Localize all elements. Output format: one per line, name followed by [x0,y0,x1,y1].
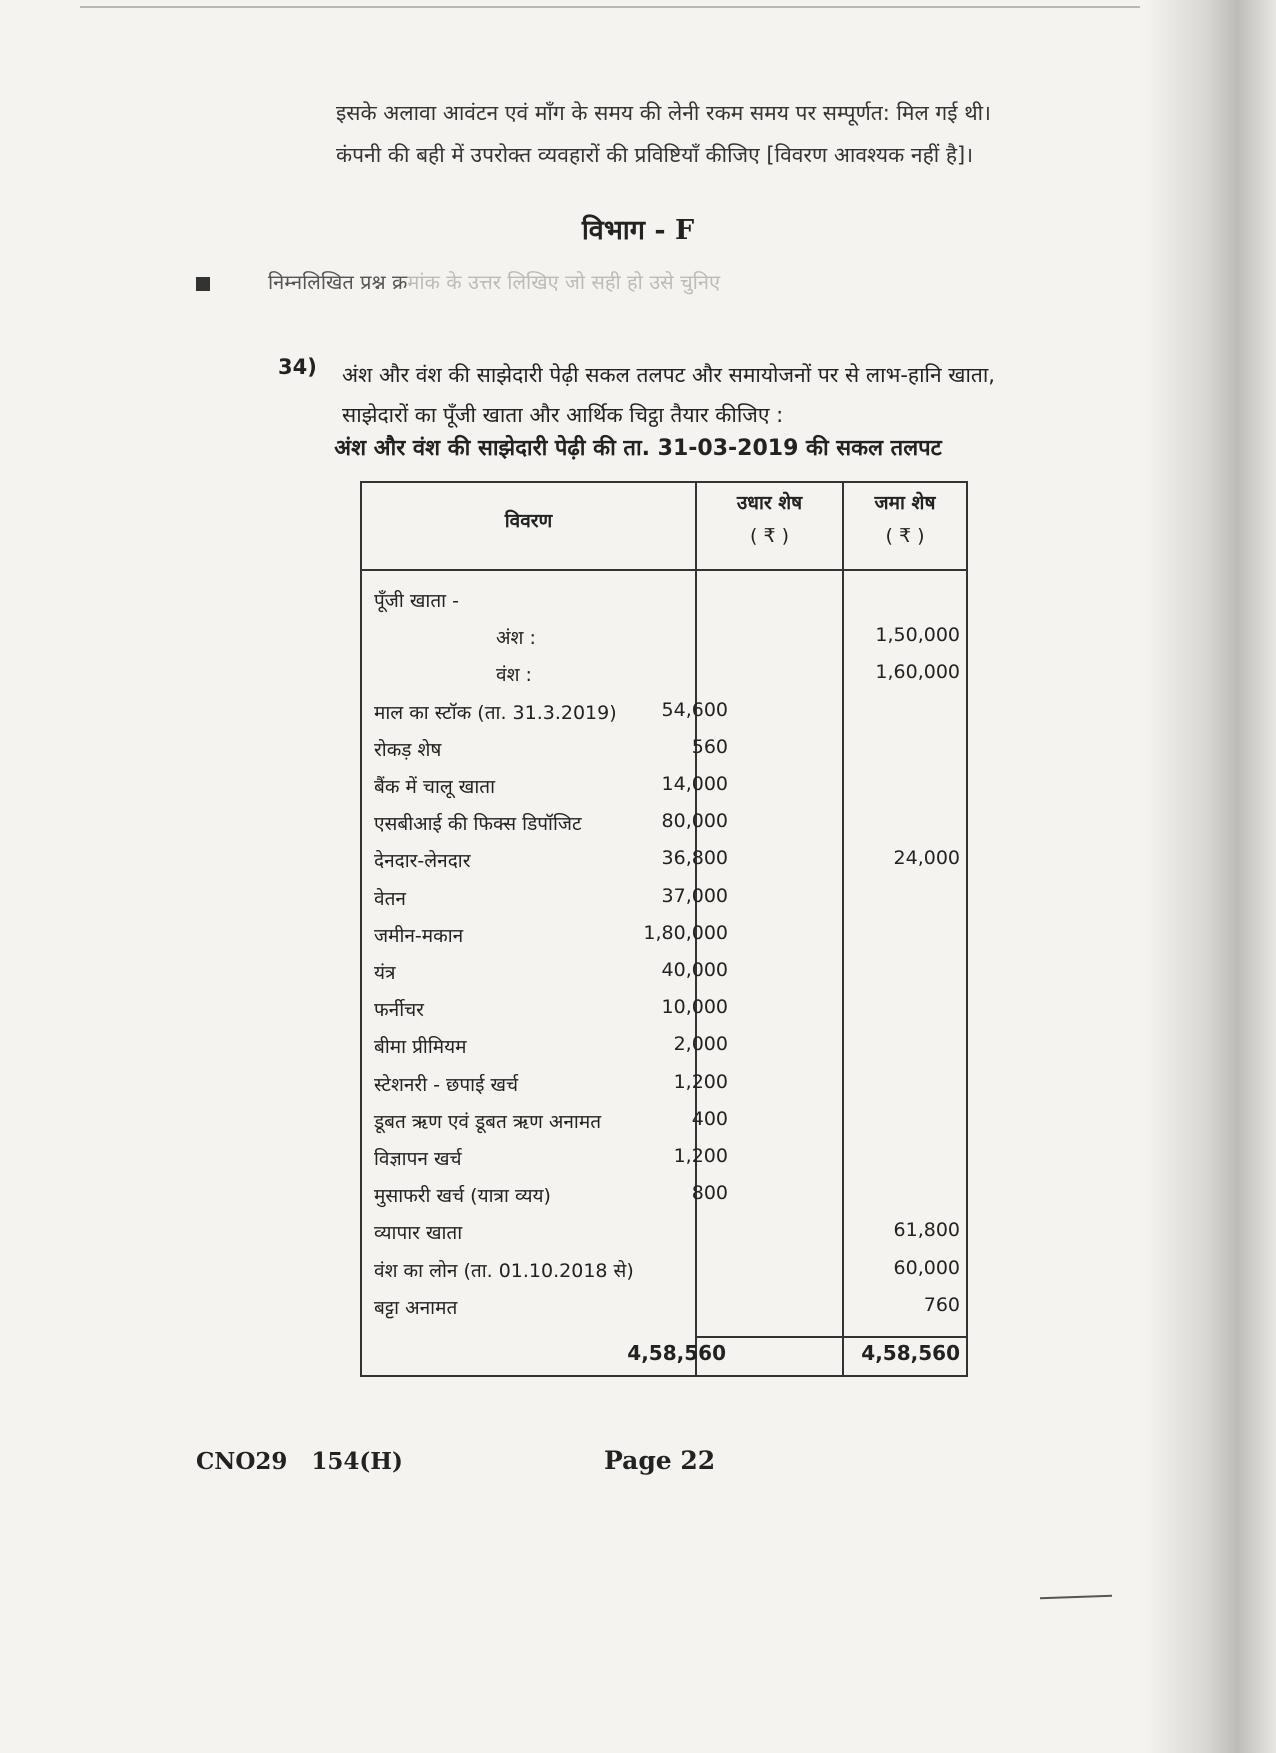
table-row [362,620,966,657]
table-row [362,806,966,843]
row-debit: 14,000 [661,773,728,795]
table-row [362,1215,966,1252]
row-particular: डूबत ऋण एवं डूबत ऋण अनामत [374,1110,602,1133]
row-particular: वेतन [374,887,406,910]
footer-code [196,1448,403,1475]
question-text: अंश और वंश की साझेदारी पेढ़ी सकल तलपट और समायोजनों पर से लाभ-हानि खाता, साझेदारों का पूँजी खाता और आर्थिक चिट्ठा तैयार कीजिए : [342,363,995,427]
row-particular: बट्टा अनामत [374,1296,458,1319]
table-row [362,1141,966,1178]
table-row [362,1067,966,1104]
instruction-faded-text: मांक के उत्तर लिखिए जो सही हो उसे चुनिए [407,270,721,294]
row-particular: माल का स्टॉक (ता. 31.3.2019) [374,701,617,724]
table-row [362,1178,966,1215]
row-particular: व्यापार खाता [374,1222,463,1245]
table-row [362,769,966,806]
row-particular: बीमा प्रीमियम [374,1036,467,1059]
table-row [362,992,966,1029]
table-row [362,657,966,694]
row-particular: एसबीआई की फिक्स डिपॉजिट [374,813,582,836]
section-title: विभाग - F [581,215,695,246]
table-row [362,732,966,769]
row-particular: जमीन-मकान [374,924,464,947]
row-credit: 1,50,000 [875,624,960,647]
total-rule [697,1336,966,1338]
row-particular: यंत्र [374,962,396,984]
header-credit: जमा शेष ( ₹ ) [874,492,936,547]
row-particular: मुसाफरी खर्च (यात्रा व्यय) [374,1185,551,1208]
table-row [362,583,966,620]
row-particular: वंश का लोन (ता. 01.10.2018 से) [374,1259,634,1282]
header-debit: उधार शेष ( ₹ ) [736,492,803,547]
table-row [362,1253,966,1290]
table-row [362,955,966,992]
paper-code: 154(H) [311,1448,403,1475]
table-row [362,1029,966,1066]
question-number: 34) [278,355,317,379]
page-shadow [1146,0,1276,1753]
row-particular: फर्नीचर [374,999,424,1022]
row-particular: विज्ञापन खर्च [374,1148,462,1170]
row-debit: 1,200 [673,1145,728,1167]
header-particulars: विवरण [504,510,553,532]
table-row [362,843,966,880]
table-row [362,695,966,732]
instruction-line [196,268,720,295]
row-debit: 10,000 [661,996,728,1019]
intro-paragraph: इसके अलावा आवंटन एवं माँग के समय की लेनी रकम समय पर सम्पूर्णत: मिल गई थी। कंपनी की बही में उपरोक्त व्यवहारों की प्रविष्टियाँ कीजिए [विवरण आवश्यक नहीं है]। [336,101,992,167]
row-debit: 2,000 [673,1033,728,1056]
row-debit: 54,600 [661,698,728,721]
row-particular: अंश : [496,627,536,650]
page-number: Page 22 [604,1446,716,1475]
row-credit: 24,000 [893,847,960,870]
row-credit: 760 [923,1293,960,1316]
trial-balance-table [360,481,968,1377]
row-particular: रोकड़ शेष [374,738,442,761]
row-debit: 400 [691,1107,728,1130]
row-credit: 61,800 [893,1219,960,1242]
row-particular: पूँजी खाता - [374,590,459,612]
table-row [362,1104,966,1141]
total-debit: 4,58,560 [627,1341,726,1365]
table-row [362,1290,966,1327]
top-edge-line [80,6,1140,8]
table-row [362,881,966,918]
row-debit: 37,000 [661,884,728,907]
row-particular: देनदार-लेनदार [374,850,471,873]
row-debit: 1,200 [673,1070,728,1093]
table-title: अंश और वंश की साझेदारी पेढ़ी की ता. 31-03-2019 की सकल तलपट [334,436,942,461]
header-divider [362,569,966,571]
row-particular: स्टेशनरी - छपाई खर्च [374,1073,519,1096]
pen-mark [1040,1595,1112,1600]
row-debit: 36,800 [661,847,728,870]
row-debit: 560 [691,735,728,758]
instruction-text: निम्नलिखित प्रश्न क्र [268,270,408,294]
row-debit: 40,000 [661,959,728,981]
row-debit: 1,80,000 [643,921,728,944]
row-debit: 80,000 [661,810,728,833]
row-particular: वंश : [496,664,532,687]
row-credit: 1,60,000 [875,661,960,684]
square-bullet-icon [196,277,210,291]
table-row [362,918,966,955]
row-particular: बैंक में चालू खाता [374,776,496,798]
row-debit: 800 [691,1182,728,1205]
total-credit: 4,58,560 [861,1341,960,1365]
row-credit: 60,000 [893,1256,960,1279]
exam-code: CNO29 [196,1448,288,1475]
